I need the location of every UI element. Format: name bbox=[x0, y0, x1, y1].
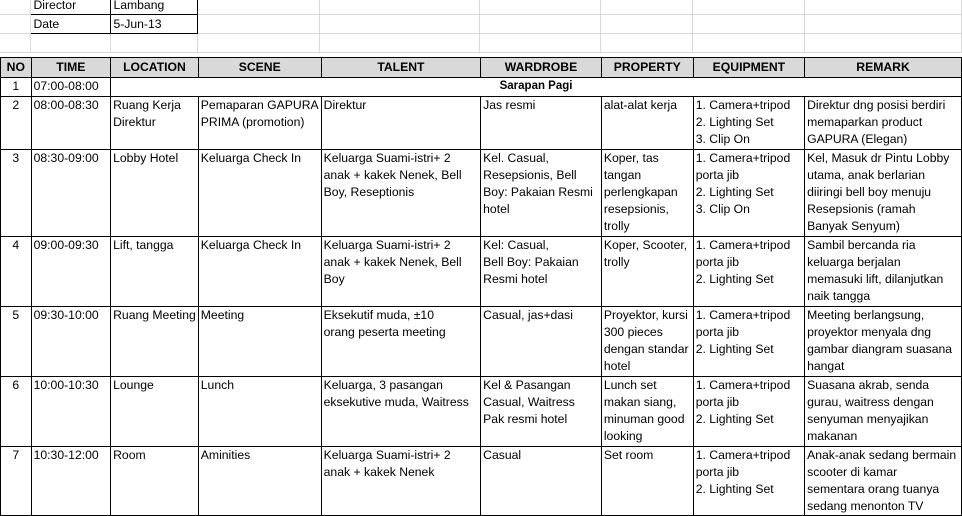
cell-line: Keluarga Check In bbox=[200, 150, 302, 165]
cell-line: Keluarga Suami-istri+ 2 bbox=[323, 150, 451, 165]
cell-line: Direktur bbox=[323, 98, 367, 112]
cell-line: Pemaparan GAPURA bbox=[200, 98, 319, 112]
cell-wardrobe[interactable] bbox=[481, 236, 602, 306]
cell-line: trolly bbox=[603, 219, 630, 234]
date-value[interactable]: 5-Jun-13 bbox=[111, 15, 198, 34]
cell-time[interactable]: 10:00-10:30 bbox=[31, 376, 111, 446]
cell-line: 2. Lighting Set bbox=[695, 482, 774, 497]
cell-remark[interactable] bbox=[805, 149, 962, 236]
cell-line: Direktur dng posisi berdiri bbox=[807, 98, 946, 112]
date-label[interactable]: Date bbox=[31, 15, 111, 34]
cell-line: Casual, Waitress bbox=[483, 394, 575, 409]
cell-no[interactable]: 2 bbox=[1, 97, 32, 150]
cell-location[interactable] bbox=[111, 376, 199, 446]
cell-line: Resmi hotel bbox=[483, 272, 548, 287]
cell-line: 1. Camera+tripod bbox=[695, 150, 791, 165]
cell-line: 3. Clip On bbox=[695, 132, 750, 147]
header-location[interactable]: LOCATION bbox=[111, 58, 199, 78]
cell-line: Boy: Pakaian Resmi bbox=[483, 185, 593, 200]
cell-line: Kel & Pasangan bbox=[483, 377, 571, 392]
cell-line: Lobby Hotel bbox=[113, 150, 179, 165]
cell-line: 1. Camera+tripod bbox=[695, 307, 791, 322]
cell-scene[interactable] bbox=[198, 97, 321, 150]
cell-blank[interactable] bbox=[0, 0, 31, 15]
cell-line: orang peserta meeting bbox=[323, 324, 446, 339]
cell-line: resepsionis, bbox=[603, 202, 669, 217]
cell-line: Kel, Masuk dr Pintu Lobby bbox=[807, 150, 950, 165]
cell-line: Sambil bercanda ria bbox=[807, 237, 916, 252]
cell-scene[interactable] bbox=[198, 149, 321, 236]
table-row bbox=[1, 446, 962, 516]
cell-remark[interactable] bbox=[805, 446, 962, 516]
cell-line: anak + kakek Nenek bbox=[323, 464, 435, 479]
cell-line: Lunch bbox=[200, 377, 234, 392]
cell-no[interactable]: 7 bbox=[1, 446, 32, 516]
cell-line: Koper, tas bbox=[603, 150, 659, 165]
cell-equipment[interactable] bbox=[693, 376, 804, 446]
cell-line: Room bbox=[113, 447, 146, 462]
cell-equipment[interactable] bbox=[693, 149, 804, 236]
cell-line: Kel: Casual, bbox=[483, 237, 549, 252]
cell-line: Keluarga, 3 pasangan bbox=[323, 377, 443, 392]
cell-line: 2. Lighting Set bbox=[695, 115, 774, 130]
header-equipment[interactable]: EQUIPMENT bbox=[693, 58, 804, 78]
cell-line: keluarga berjalan bbox=[807, 254, 901, 269]
cell-line: naik tangga bbox=[807, 289, 871, 304]
header-wardrobe[interactable]: WARDROBE bbox=[481, 58, 602, 78]
cell-line: minuman good bbox=[603, 412, 685, 427]
cell-line: Set room bbox=[603, 447, 654, 462]
cell-line: Boy, Reseptionis bbox=[323, 185, 415, 200]
cell-time[interactable]: 08:00-08:30 bbox=[31, 97, 111, 150]
cell-line: Ruang Kerja bbox=[113, 98, 181, 112]
cell-talent[interactable] bbox=[321, 446, 481, 516]
cell-location[interactable] bbox=[111, 446, 199, 516]
cell-line: sementara orang tuanya bbox=[807, 482, 940, 497]
cell-line: Lunch set bbox=[603, 377, 657, 392]
cell-line: Meeting berlangsung, bbox=[807, 307, 925, 322]
cell-line: Casual bbox=[483, 447, 522, 462]
cell-wardrobe[interactable] bbox=[481, 446, 602, 516]
cell-line: Casual, jas+dasi bbox=[483, 307, 573, 322]
header-time[interactable]: TIME bbox=[31, 58, 111, 78]
cell-line: Koper, Scooter, bbox=[603, 237, 688, 252]
cell-property[interactable] bbox=[601, 97, 693, 150]
cell-line: Proyektor, kursi bbox=[603, 307, 688, 322]
cell-line: 2. Lighting Set bbox=[695, 412, 774, 427]
cell-location[interactable] bbox=[111, 149, 199, 236]
cell-line: 1. Camera+tripod bbox=[695, 237, 791, 252]
table-row bbox=[1, 236, 962, 306]
cell-merged-activity[interactable]: Sarapan Pagi bbox=[111, 78, 962, 97]
table-row bbox=[1, 306, 962, 376]
cell-line: alat-alat kerja bbox=[603, 98, 678, 112]
director-label[interactable]: Director bbox=[31, 0, 111, 15]
cell-line: 2. Lighting Set bbox=[695, 272, 774, 287]
cell-line: utama, anak berlarian bbox=[807, 167, 925, 182]
cell-location[interactable] bbox=[111, 236, 199, 306]
cell-talent[interactable] bbox=[321, 236, 481, 306]
table-row bbox=[1, 97, 962, 150]
cell-location[interactable] bbox=[111, 97, 199, 150]
cell-line: Jas resmi bbox=[483, 98, 536, 112]
cell-talent[interactable] bbox=[321, 149, 481, 236]
cell-line: Resepsionis (ramah bbox=[807, 202, 916, 217]
cell-property[interactable] bbox=[601, 236, 693, 306]
cell-line: Resepsionis, Bell bbox=[483, 167, 577, 182]
cell-equipment[interactable] bbox=[693, 236, 804, 306]
cell-line: senyuman menyajikan bbox=[807, 412, 929, 427]
director-value[interactable]: Lambang bbox=[111, 0, 198, 15]
cell-line: 1. Camera+tripod bbox=[695, 377, 791, 392]
cell-property[interactable] bbox=[601, 446, 693, 516]
cell-scene[interactable] bbox=[198, 236, 321, 306]
cell-line: 1. Camera+tripod bbox=[695, 98, 791, 112]
cell-line: perlengkapan bbox=[603, 185, 678, 200]
cell-wardrobe[interactable] bbox=[481, 149, 602, 236]
cell-line: 1. Camera+tripod bbox=[695, 447, 791, 462]
cell-line: Direktur bbox=[113, 115, 156, 130]
cell-property[interactable] bbox=[601, 306, 693, 376]
cell-line: makan siang, bbox=[603, 394, 677, 409]
cell-equipment[interactable] bbox=[693, 306, 804, 376]
cell-line: Lounge bbox=[113, 377, 154, 392]
cell-remark[interactable] bbox=[805, 376, 962, 446]
cell-line: anak + kakek Nenek, Bell bbox=[323, 254, 462, 269]
cell-line: looking bbox=[603, 429, 643, 444]
cell-time[interactable]: 09:00-09:30 bbox=[31, 236, 111, 306]
cell-talent[interactable] bbox=[321, 306, 481, 376]
cell-line: Suasana akrab, senda bbox=[807, 377, 930, 392]
cell-line: porta jib bbox=[695, 254, 740, 269]
cell-remark[interactable] bbox=[805, 236, 962, 306]
cell-property[interactable] bbox=[601, 376, 693, 446]
cell-line: Anak-anak sedang bermain bbox=[807, 447, 957, 462]
cell-line: Keluarga Suami-istri+ 2 bbox=[323, 447, 451, 462]
cell-property[interactable] bbox=[601, 149, 693, 236]
info-block bbox=[0, 0, 962, 53]
cell-remark[interactable] bbox=[805, 306, 962, 376]
cell-line: porta jib bbox=[695, 464, 740, 479]
cell-line: sedang menonton TV bbox=[807, 499, 924, 514]
cell-equipment[interactable] bbox=[693, 97, 804, 150]
cell-line: 3. Clip On bbox=[695, 202, 750, 217]
cell-line: porta jib bbox=[695, 324, 740, 339]
header-remark[interactable]: REMARK bbox=[805, 58, 962, 78]
cell-no[interactable]: 3 bbox=[1, 149, 32, 236]
cell-line: Boy bbox=[323, 272, 345, 287]
cell-line: memasuki lift, dilanjutkan bbox=[807, 272, 944, 287]
cell-talent[interactable] bbox=[321, 376, 481, 446]
cell-time[interactable]: 09:30-10:00 bbox=[31, 306, 111, 376]
cell-time[interactable]: 10:30-12:00 bbox=[31, 446, 111, 516]
table-row bbox=[1, 376, 962, 446]
cell-line: porta jib bbox=[695, 167, 740, 182]
header-talent[interactable]: TALENT bbox=[321, 58, 481, 78]
cell-line: Ruang Meeting bbox=[113, 307, 196, 322]
cell-no[interactable]: 4 bbox=[1, 236, 32, 306]
cell-talent[interactable] bbox=[321, 97, 481, 150]
cell-scene[interactable] bbox=[198, 306, 321, 376]
cell-line: tangan bbox=[603, 167, 642, 182]
header-property[interactable]: PROPERTY bbox=[601, 58, 693, 78]
cell-line: hangat bbox=[807, 359, 845, 374]
header-no[interactable]: NO bbox=[1, 58, 32, 78]
cell-wardrobe[interactable] bbox=[481, 306, 602, 376]
cell-line: Banyak Senyum) bbox=[807, 219, 900, 234]
cell-time[interactable]: 08:30-09:00 bbox=[31, 149, 111, 236]
cell-equipment[interactable] bbox=[693, 446, 804, 516]
cell-line: 2. Lighting Set bbox=[695, 342, 774, 357]
cell-wardrobe[interactable] bbox=[481, 97, 602, 150]
cell-line: Keluarga Check In bbox=[200, 237, 302, 252]
cell-no[interactable]: 5 bbox=[1, 306, 32, 376]
cell-line: dengan standar bbox=[603, 342, 689, 357]
cell-line: memaparkan product bbox=[807, 115, 923, 130]
cell-line: proyektor menyala dng bbox=[807, 324, 932, 339]
cell-no[interactable]: 6 bbox=[1, 376, 32, 446]
table-row bbox=[1, 149, 962, 236]
cell-remark[interactable] bbox=[805, 97, 962, 150]
cell-line: eksekutive muda, Waitress bbox=[323, 394, 469, 409]
cell-line: 2. Lighting Set bbox=[695, 185, 774, 200]
cell-line: makanan bbox=[807, 429, 858, 444]
cell-line: gambar diangram suasana bbox=[807, 342, 953, 357]
schedule-table bbox=[0, 57, 962, 516]
cell-line: trolly bbox=[603, 254, 630, 269]
cell-line: Kel. Casual, bbox=[483, 150, 549, 165]
header-row bbox=[1, 58, 962, 78]
cell-line: Meeting bbox=[200, 307, 245, 322]
cell-line: hotel bbox=[603, 359, 631, 374]
cell-wardrobe[interactable] bbox=[481, 376, 602, 446]
cell-line: 300 pieces bbox=[603, 324, 663, 339]
cell-line: anak + kakek Nenek, Bell bbox=[323, 167, 462, 182]
cell-line: diiringi bell boy menuju bbox=[807, 185, 932, 200]
header-scene[interactable]: SCENE bbox=[198, 58, 321, 78]
cell-line: scooter di kamar bbox=[807, 464, 898, 479]
cell-line: PRIMA (promotion) bbox=[200, 115, 305, 130]
cell-line: hotel bbox=[483, 202, 510, 217]
cell-location[interactable] bbox=[111, 306, 199, 376]
cell-scene[interactable] bbox=[198, 446, 321, 516]
cell-scene[interactable] bbox=[198, 376, 321, 446]
cell-line: gurau, waitress dengan bbox=[807, 394, 934, 409]
cell-line: Lift, tangga bbox=[113, 237, 174, 252]
cell-line: Keluarga Suami-istri+ 2 bbox=[323, 237, 451, 252]
cell-line: Bell Boy: Pakaian bbox=[483, 254, 579, 269]
cell-line: Eksekutif muda, ±10 bbox=[323, 307, 434, 322]
cell-line: Pak resmi hotel bbox=[483, 412, 568, 427]
cell-line: porta jib bbox=[695, 394, 740, 409]
table-row bbox=[1, 78, 962, 97]
cell-line: GAPURA (Elegan) bbox=[807, 132, 908, 147]
cell-line: Aminities bbox=[200, 447, 251, 462]
cell-time[interactable]: 07:00-08:00 bbox=[31, 78, 111, 97]
cell-no[interactable]: 1 bbox=[1, 78, 32, 97]
